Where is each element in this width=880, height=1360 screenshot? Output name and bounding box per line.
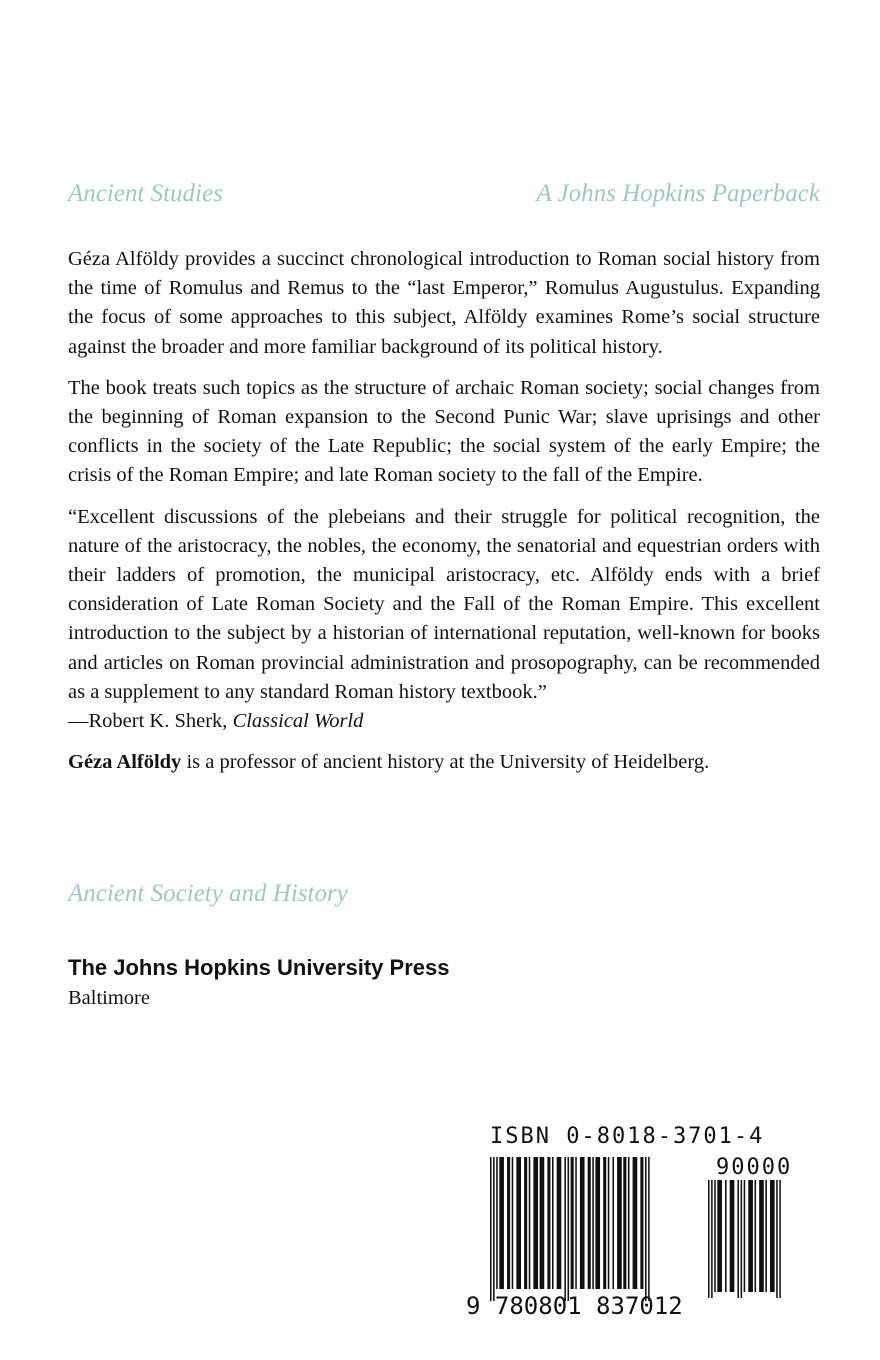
barcode-bar xyxy=(633,1157,638,1289)
barcode-bar xyxy=(603,1157,606,1289)
barcode-bar xyxy=(779,1180,781,1298)
barcode-bar xyxy=(640,1157,643,1289)
barcode-bar xyxy=(765,1180,767,1292)
barcode-bar xyxy=(564,1157,566,1301)
barcode-bar xyxy=(617,1157,622,1289)
series-label-left: Ancient Studies xyxy=(68,180,223,207)
barcode-bar xyxy=(628,1157,630,1289)
barcode-bar xyxy=(748,1180,753,1292)
barcode-bar xyxy=(612,1157,614,1289)
barcode-bar xyxy=(730,1180,735,1292)
barcode-bar xyxy=(708,1180,710,1298)
barcode-bar xyxy=(755,1180,757,1292)
review-author: —Robert K. Sherk, xyxy=(68,710,233,733)
barcode-bar xyxy=(540,1157,545,1289)
barcode-bar xyxy=(741,1180,743,1298)
barcode-bar xyxy=(580,1157,585,1289)
ean-digits: 9 780801 837012 xyxy=(466,1292,683,1320)
barcode-bar xyxy=(744,1180,746,1292)
review-attribution xyxy=(68,707,820,736)
barcode-bar xyxy=(770,1180,775,1292)
barcode-bar xyxy=(568,1157,570,1301)
barcode-bar xyxy=(571,1157,574,1289)
barcode-bar xyxy=(725,1180,727,1292)
barcode-bar xyxy=(512,1157,514,1289)
barcode-bar xyxy=(645,1157,647,1301)
back-cover-text xyxy=(68,245,820,789)
addon-barcode xyxy=(708,1180,810,1298)
description-paragraph: The book treats such topics as the structure of archaic Roman society; social changes from the beginning of Roman expansion to the Second Punic War; slave uprisings and other conflicts in the society of the Late Republic; the social system of the early Empire; the crisis of the Roman Empire; and late Roman society to the fall of the Empire. xyxy=(68,376,820,487)
barcode-bar xyxy=(499,1157,504,1289)
barcode-bar xyxy=(592,1157,594,1289)
barcode-bar xyxy=(595,1157,600,1289)
barcode-bar xyxy=(737,1180,739,1298)
barcode-bar xyxy=(623,1157,626,1289)
review-quote-text: “Excellent discussions of the plebeians and their struggle for political recognition, the nature of the aristocracy, the nobles, the economy, the senatorial and equestrian orders with their ladders of promotion, the municipal aristocracy, etc. Alföldy ends with a brief consideration of Late Roman Society and the Fall of the Roman Empire. This excellent introduction to the subject by a historian of international reputation, well-known for books and articles on Roman provincial administration and prosopography, can be recommended as a supplement to any standard Roman history textbook.” xyxy=(68,505,820,703)
barcode-bar xyxy=(648,1157,650,1301)
barcode-bar xyxy=(524,1157,527,1289)
author-bio xyxy=(68,748,820,777)
barcode-bar xyxy=(529,1157,531,1289)
barcode-bar xyxy=(493,1157,495,1301)
series-label-right: A Johns Hopkins Paperback xyxy=(536,180,820,207)
barcode-bar xyxy=(496,1157,498,1289)
review-source: Classical World xyxy=(232,710,364,733)
series-name-footer: Ancient Society and History xyxy=(68,880,348,907)
addon-digits: 90000 xyxy=(716,1155,793,1180)
barcode-bar xyxy=(711,1180,713,1298)
review-quote xyxy=(68,503,820,737)
author-bio-text: is a professor of ancient history at the University of Heidelberg. xyxy=(181,751,710,774)
barcode-bar xyxy=(575,1157,577,1289)
barcode-bar xyxy=(533,1157,538,1289)
barcode-bar xyxy=(490,1157,492,1301)
barcode-bar xyxy=(507,1157,510,1289)
barcode-bar xyxy=(608,1157,610,1289)
barcode-bar xyxy=(588,1157,591,1289)
barcode-bar xyxy=(557,1157,562,1289)
barcode-bar xyxy=(547,1157,550,1289)
barcode-bar xyxy=(552,1157,554,1289)
barcode-bar xyxy=(776,1180,778,1298)
publisher-city: Baltimore xyxy=(68,987,150,1009)
description-paragraph: Géza Alföldy provides a succinct chronological introduction to Roman social history from the time of Romulus and Remus to the “last Emperor,” Romulus Augustulus. Expanding the focus of some approaches to this subject, Alföldy examines Rome’s social structure against the broader and more familiar background of its political history. xyxy=(68,248,820,358)
barcode-bar xyxy=(516,1157,521,1289)
barcode-bar xyxy=(717,1180,722,1292)
barcode-bar xyxy=(714,1180,716,1292)
isbn-label: ISBN 0-8018-3701-4 xyxy=(490,1124,765,1149)
publisher-name: The Johns Hopkins University Press xyxy=(68,955,450,980)
barcode-bar xyxy=(759,1180,764,1292)
author-name: Géza Alföldy xyxy=(68,751,182,774)
